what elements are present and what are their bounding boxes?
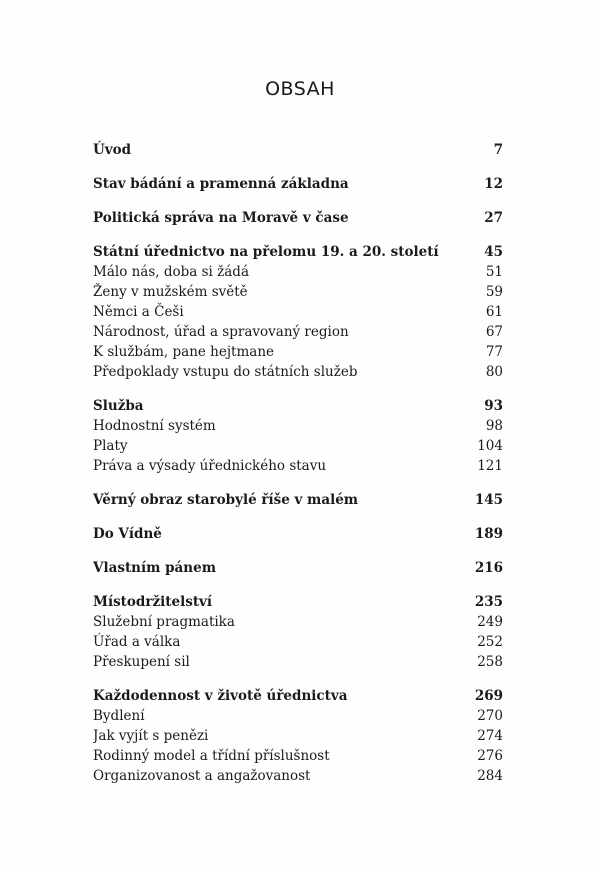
toc-entry-title: Bydlení <box>93 708 145 724</box>
toc-section-entry <box>93 362 503 382</box>
toc-entry-title: Stav bádání a pramenná základna <box>93 176 349 192</box>
toc-chapter-entry <box>93 174 503 194</box>
toc-page-number: 7 <box>493 142 503 158</box>
toc-section-entry <box>93 746 503 766</box>
toc-chapter-entry <box>93 558 503 578</box>
toc-entry-title: Vlastním pánem <box>93 560 216 576</box>
toc-spacer <box>93 228 503 242</box>
toc-spacer <box>93 578 503 592</box>
toc-page-number: 93 <box>484 398 503 414</box>
toc-page-number: 77 <box>485 344 503 360</box>
toc-page-number: 121 <box>477 458 503 474</box>
toc-page-number: 274 <box>477 728 503 744</box>
toc-entry-title: Státní úřednictvo na přelomu 19. a 20. století <box>93 244 439 260</box>
table-of-contents <box>93 140 503 786</box>
toc-page-number: 12 <box>484 176 503 192</box>
toc-page-number: 258 <box>477 654 503 670</box>
toc-spacer <box>93 544 503 558</box>
toc-entry-title: Do Vídně <box>93 526 162 542</box>
toc-entry-title: Služba <box>93 398 144 414</box>
toc-page-number: 235 <box>474 594 503 610</box>
toc-entry-title: Předpoklady vstupu do státních služeb <box>93 364 358 380</box>
toc-entry-title: Služební pragmatika <box>93 614 235 630</box>
toc-entry-title: Politická správa na Moravě v čase <box>93 210 349 226</box>
toc-section-entry <box>93 416 503 436</box>
toc-spacer <box>93 510 503 524</box>
toc-chapter-entry <box>93 208 503 228</box>
toc-page-number: 59 <box>485 284 503 300</box>
toc-chapter-entry <box>93 592 503 612</box>
toc-entry-title: Práva a výsady úřednického stavu <box>93 458 327 474</box>
toc-entry-title: Každodennost v životě úřednictva <box>93 688 348 704</box>
toc-spacer <box>93 160 503 174</box>
toc-spacer <box>93 476 503 490</box>
toc-entry-title: Ženy v mužském světě <box>93 284 248 300</box>
toc-spacer <box>93 672 503 686</box>
toc-page-number: 104 <box>477 438 503 454</box>
toc-page-number: 67 <box>485 324 503 340</box>
toc-entry-title: Platy <box>93 438 128 454</box>
toc-entry-title: Jak vyjít s penězi <box>93 728 209 744</box>
toc-entry-title: Hodnostní systém <box>93 418 216 434</box>
toc-chapter-entry <box>93 524 503 544</box>
toc-chapter-entry <box>93 686 503 706</box>
toc-section-entry <box>93 342 503 362</box>
toc-section-entry <box>93 282 503 302</box>
toc-section-entry <box>93 652 503 672</box>
toc-page-number: 80 <box>485 364 503 380</box>
toc-section-entry <box>93 766 503 786</box>
toc-section-entry <box>93 322 503 342</box>
toc-entry-title: Málo nás, doba si žádá <box>93 264 250 280</box>
toc-section-entry <box>93 456 503 476</box>
toc-section-entry <box>93 632 503 652</box>
toc-page-number: 98 <box>485 418 503 434</box>
toc-page-number: 45 <box>484 244 503 260</box>
toc-chapter-entry <box>93 396 503 416</box>
toc-section-entry <box>93 612 503 632</box>
toc-section-entry <box>93 726 503 746</box>
toc-page-number: 61 <box>485 304 503 320</box>
toc-entry-title: Místodržitelství <box>93 594 213 610</box>
toc-chapter-entry <box>93 242 503 262</box>
toc-entry-title: Organizovanost a angažovanost <box>93 768 311 784</box>
page-title: OBSAH <box>265 78 335 100</box>
toc-page-number: 252 <box>477 634 503 650</box>
toc-chapter-entry <box>93 490 503 510</box>
toc-spacer <box>93 194 503 208</box>
toc-page-number: 284 <box>477 768 503 784</box>
toc-page-number: 216 <box>474 560 503 576</box>
toc-entry-title: K službám, pane hejtmane <box>93 344 274 360</box>
toc-page-number: 189 <box>474 526 503 542</box>
toc-entry-title: Národnost, úřad a spravovaný region <box>93 324 349 340</box>
toc-page-number: 269 <box>474 688 503 704</box>
toc-page-number: 51 <box>485 264 503 280</box>
toc-entry-title: Přeskupení sil <box>93 654 190 670</box>
toc-page-number: 270 <box>477 708 503 724</box>
toc-entry-title: Úvod <box>93 142 132 158</box>
toc-entry-title: Němci a Češi <box>93 304 184 320</box>
toc-spacer <box>93 382 503 396</box>
toc-page-number: 27 <box>484 210 503 226</box>
toc-entry-title: Rodinný model a třídní příslušnost <box>93 748 330 764</box>
toc-entry-title: Úřad a válka <box>93 634 181 650</box>
toc-page-number: 276 <box>477 748 503 764</box>
toc-section-entry <box>93 302 503 322</box>
toc-page-number: 249 <box>477 614 503 630</box>
toc-section-entry <box>93 706 503 726</box>
toc-section-entry <box>93 436 503 456</box>
toc-entry-title: Věrný obraz starobylé říše v malém <box>93 492 359 508</box>
toc-page-number: 145 <box>474 492 503 508</box>
toc-chapter-entry <box>93 140 503 160</box>
toc-section-entry <box>93 262 503 282</box>
